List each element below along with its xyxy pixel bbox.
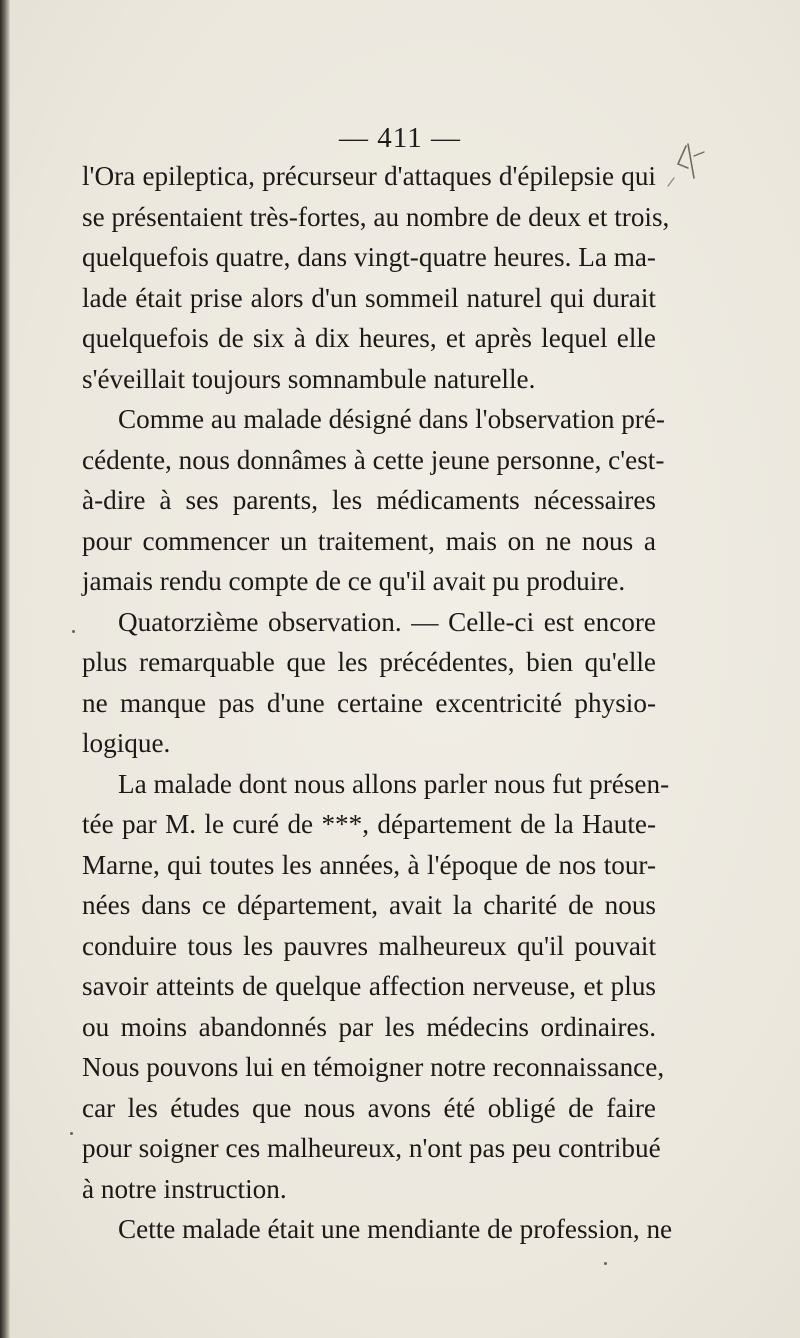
text-line: ou moins abandonnés par les médecins ordinaires. (82, 1011, 656, 1042)
margin-speck (604, 1262, 607, 1265)
text-line: se présentaient très-fortes, au nombre de deux et trois, (82, 201, 670, 232)
pencil-annotation-icon (664, 138, 712, 194)
text-line: logique. (82, 728, 171, 758)
margin-speck (72, 630, 75, 633)
text-line: quelquefois de six à dix heures, et après lequel elle (82, 323, 656, 353)
text-line: Cette malade était une mendiante de profession, ne (118, 1214, 673, 1244)
text-line: à-dire à ses parents, les médicaments nécessaires (82, 485, 656, 515)
text-line: ne manque pas d'une certaine excentricité physio- (82, 687, 656, 718)
body-text (82, 156, 673, 1250)
text-line: Marne, qui toutes les années, à l'époque de nos tour- (82, 849, 656, 880)
text-line: pour soigner ces malheureux, n'ont pas peu contribué (82, 1133, 661, 1163)
text-line: tée par M. le curé de ***, département de la Haute- (82, 809, 656, 839)
book-spine-shadow (0, 0, 10, 1338)
text-line: à notre instruction. (82, 1173, 287, 1204)
text-line: jamais rendu compte de ce qu'il avait pu produire. (82, 566, 626, 596)
text-line: l'Ora epileptica, précurseur d'attaques d'épilepsie qui (82, 161, 656, 191)
text-line: savoir atteints de quelque affection nerveuse, et plus (82, 971, 656, 1001)
text-line: cédente, nous donnâmes à cette jeune personne, c'est- (82, 444, 665, 475)
text-line: plus remarquable que les précédentes, bien qu'elle (82, 647, 656, 677)
text-line: lade était prise alors d'un sommeil naturel qui durait (82, 282, 656, 313)
text-line: Quatorzième observation. — Celle-ci est encore (118, 606, 656, 637)
page-number: — 411 — (339, 122, 461, 154)
text-line: conduire tous les pauvres malheureux qu'il pouvait (82, 930, 656, 961)
margin-speck (70, 1132, 73, 1135)
text-line: car les études que nous avons été obligé de faire (82, 1092, 656, 1123)
text-line: nées dans ce département, avait la charité de nous (82, 890, 656, 920)
text-line: Comme au malade désigné dans l'observation pré- (118, 404, 665, 434)
text-line: Nous pouvons lui en témoigner notre reconnaissance, (82, 1052, 665, 1082)
text-line: La malade dont nous allons parler nous fut présen- (118, 768, 670, 799)
text-line: s'éveillait toujours somnambule naturelle. (82, 363, 536, 394)
text-line: quelquefois quatre, dans vingt-quatre heures. La ma- (82, 242, 656, 272)
text-line: pour commencer un traitement, mais on ne nous a (82, 525, 656, 556)
